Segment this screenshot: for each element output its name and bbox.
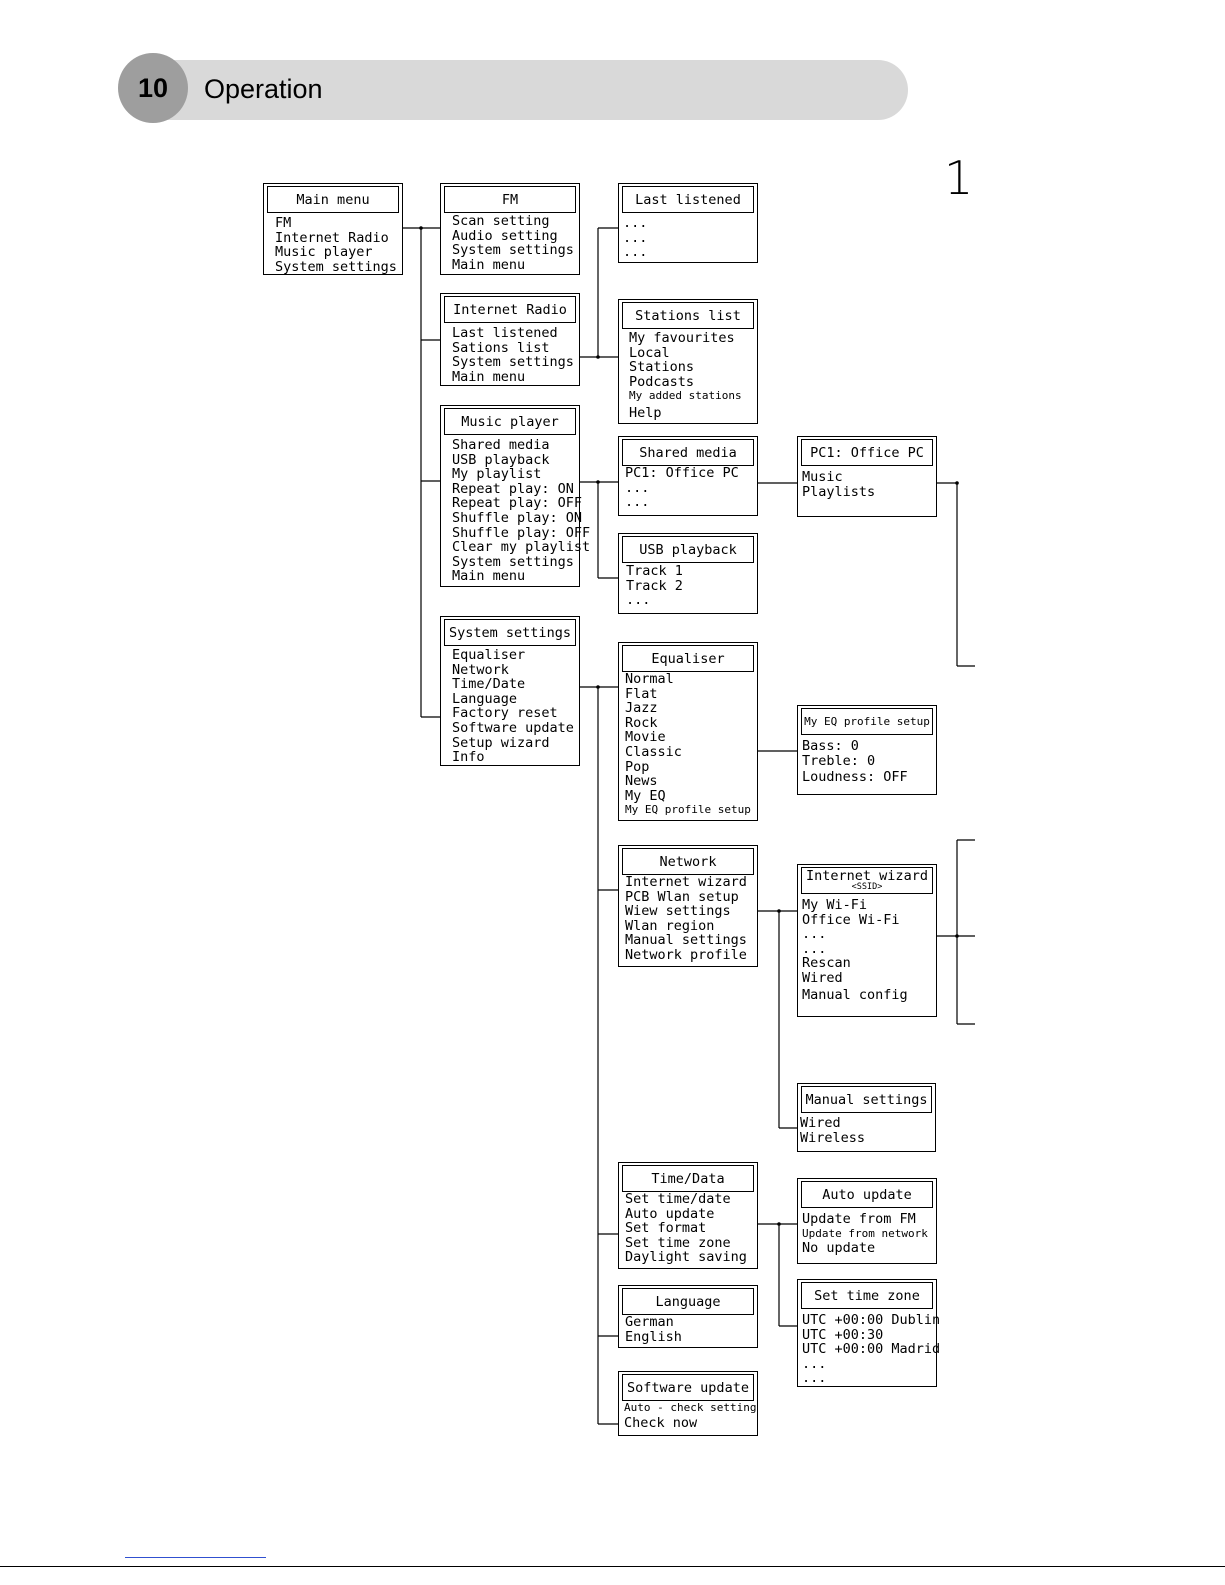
shared-media-menu-box: [618, 436, 758, 516]
fm-item-scan-setting[interactable]: Scan setting: [452, 213, 550, 229]
auto-update-menu-box: [797, 1178, 937, 1264]
usb-playback-item[interactable]: ...: [626, 592, 651, 609]
time-data-item-auto-update[interactable]: Auto update: [625, 1205, 715, 1222]
system-settings-item-equaliser[interactable]: Equaliser: [452, 647, 526, 663]
main-menu-box: [263, 183, 403, 275]
internet-radio-item-stations-list[interactable]: Sations list: [452, 339, 550, 356]
music-player-menu-title: Music player: [444, 408, 576, 435]
section-title: Operation: [204, 74, 323, 104]
fm-item-audio-setting[interactable]: Audio setting: [452, 227, 558, 244]
system-settings-item-software-update[interactable]: Software update: [452, 719, 574, 736]
internet-wizard-menu-title: [801, 867, 933, 894]
eq-profile-item-loudness[interactable]: Loudness: OFF: [802, 769, 908, 786]
fm-menu-title: FM: [444, 186, 576, 213]
manual-settings-item-wireless[interactable]: Wireless: [800, 1129, 866, 1146]
set-time-zone-menu-title: Set time zone: [801, 1282, 933, 1309]
eq-profile-item-treble[interactable]: Treble: 0: [802, 752, 876, 769]
last-listened-item[interactable]: ...: [623, 215, 648, 231]
time-zone-item-0030[interactable]: UTC +00:30: [802, 1326, 884, 1343]
internet-radio-menu-box: [440, 293, 580, 386]
system-settings-item-network[interactable]: Network: [452, 661, 509, 678]
music-player-item-shared-media[interactable]: Shared media: [452, 437, 550, 453]
side-mark: 1: [944, 151, 974, 205]
pc1-item-music[interactable]: Music: [802, 469, 843, 485]
equaliser-item-my-eq-profile-setup[interactable]: My EQ profile setup: [625, 803, 751, 817]
time-data-menu-title: Time/Data: [622, 1165, 754, 1192]
network-menu-box: [618, 845, 758, 967]
system-settings-item-factory-reset[interactable]: Factory reset: [452, 705, 558, 722]
internet-wizard-item[interactable]: ...: [802, 926, 827, 943]
footer-rule: [0, 1566, 1225, 1567]
equaliser-menu-box: [618, 642, 758, 821]
system-settings-menu-title: System settings: [444, 619, 576, 646]
time-zone-item[interactable]: ...: [802, 1370, 827, 1387]
stations-list-item-local[interactable]: Local: [629, 344, 670, 361]
page-number-badge: 10: [118, 53, 188, 123]
manual-settings-menu-box: [797, 1083, 936, 1152]
auto-update-menu-title: Auto update: [801, 1181, 933, 1208]
main-menu-item-music-player[interactable]: Music player: [275, 244, 373, 261]
main-menu-item-fm[interactable]: FM: [275, 215, 292, 231]
internet-wizard-item-office-wifi[interactable]: Office Wi-Fi: [802, 911, 900, 928]
eq-profile-item-bass[interactable]: Bass: 0: [802, 738, 859, 754]
time-data-menu-box: [618, 1162, 758, 1269]
shared-media-menu-title: Shared media: [622, 439, 754, 466]
equaliser-item-classic[interactable]: Classic: [625, 743, 682, 760]
system-settings-menu-box: [440, 616, 580, 766]
set-time-zone-menu-box: [797, 1279, 941, 1387]
system-settings-item-time-date[interactable]: Time/Date: [452, 676, 526, 693]
stations-list-item-help[interactable]: Help: [629, 404, 662, 421]
shared-media-item[interactable]: ...: [625, 479, 650, 496]
equaliser-item-pop[interactable]: Pop: [625, 758, 650, 775]
auto-update-item-from-network[interactable]: Update from network: [802, 1226, 928, 1240]
network-item-pcb-wlan-setup[interactable]: PCB Wlan setup: [625, 888, 739, 905]
usb-playback-item-track-1[interactable]: Track 1: [626, 563, 683, 579]
internet-radio-menu-title: Internet Radio: [444, 296, 576, 323]
time-zone-item-madrid[interactable]: UTC +00:00 Madrid: [802, 1341, 941, 1358]
last-listened-menu-box: [618, 183, 758, 263]
main-menu-title: Main menu: [267, 186, 399, 213]
music-player-item-clear-playlist[interactable]: Clear my playlist: [452, 539, 591, 556]
network-item-network-profile[interactable]: Network profile: [625, 946, 747, 963]
usb-playback-item-track-2[interactable]: Track 2: [626, 577, 683, 594]
time-data-item-set-time-date[interactable]: Set time/date: [625, 1191, 731, 1207]
music-player-item-shuffle-off[interactable]: Shuffle play: OFF: [452, 524, 591, 541]
network-item-manual-settings[interactable]: Manual settings: [625, 932, 747, 949]
language-item-german[interactable]: German: [625, 1314, 674, 1330]
language-menu-box: [618, 1285, 758, 1348]
software-update-item-auto-check[interactable]: Auto - check setting: [624, 1401, 757, 1414]
equaliser-item-news[interactable]: News: [625, 773, 658, 790]
time-data-item-set-time-zone[interactable]: Set time zone: [625, 1234, 731, 1251]
network-menu-title: Network: [622, 848, 754, 875]
time-zone-item[interactable]: ...: [802, 1355, 827, 1372]
stations-list-menu-box: [618, 299, 758, 424]
system-settings-item-language[interactable]: Language: [452, 690, 518, 707]
internet-wizard-item-rescan[interactable]: Rescan: [802, 955, 851, 972]
network-item-view-settings[interactable]: Wiew settings: [625, 903, 731, 920]
stations-list-item-stations[interactable]: Stations: [629, 359, 695, 376]
main-menu-item-internet-radio[interactable]: Internet Radio: [275, 229, 389, 246]
music-player-item-my-playlist[interactable]: My playlist: [452, 466, 542, 483]
internet-wizard-title-text: Internet wizard: [806, 868, 928, 884]
manual-settings-menu-title: Manual settings: [801, 1086, 932, 1113]
stations-list-item-my-added-stations[interactable]: My added stations: [629, 389, 742, 403]
fm-item-system-settings[interactable]: System settings: [452, 242, 574, 259]
music-player-item-usb-playback[interactable]: USB playback: [452, 451, 550, 468]
time-data-item-set-format[interactable]: Set format: [625, 1220, 707, 1237]
music-player-item-shuffle-on[interactable]: Shuffle play: ON: [452, 509, 583, 526]
auto-update-item-from-fm[interactable]: Update from FM: [802, 1211, 916, 1227]
internet-radio-item-last-listened[interactable]: Last listened: [452, 325, 558, 341]
time-data-item-daylight-saving[interactable]: Daylight saving: [625, 1249, 747, 1266]
fm-item-main-menu[interactable]: Main menu: [452, 256, 526, 273]
internet-radio-item-system-settings[interactable]: System settings: [452, 354, 574, 371]
my-eq-profile-setup-menu-box: [797, 705, 937, 795]
software-update-item-check-now[interactable]: Check now: [624, 1414, 698, 1431]
time-zone-item-dublin[interactable]: UTC +00:00 Dublin: [802, 1312, 941, 1328]
internet-wizard-item-wired[interactable]: Wired: [802, 969, 843, 986]
equaliser-item-normal[interactable]: Normal: [625, 671, 674, 687]
pc1-office-pc-menu-box: [797, 436, 937, 517]
equaliser-menu-title: Equaliser: [622, 645, 754, 672]
equaliser-item-my-eq[interactable]: My EQ: [625, 787, 666, 804]
internet-radio-item-main-menu[interactable]: Main menu: [452, 368, 526, 385]
software-update-menu-title: Software update: [622, 1374, 754, 1401]
pc1-office-pc-menu-title: PC1: Office PC: [801, 439, 933, 466]
usb-playback-menu-box: [618, 533, 758, 614]
equaliser-item-rock[interactable]: Rock: [625, 714, 658, 731]
music-player-menu-box: [440, 405, 591, 587]
music-player-item-system-settings[interactable]: System settings: [452, 553, 574, 570]
auto-update-item-no-update[interactable]: No update: [802, 1240, 876, 1257]
usb-playback-menu-title: USB playback: [622, 536, 754, 563]
music-player-item-main-menu[interactable]: Main menu: [452, 568, 526, 585]
last-listened-item[interactable]: ...: [623, 244, 648, 261]
equaliser-item-flat[interactable]: Flat: [625, 685, 658, 702]
system-settings-item-info[interactable]: Info: [452, 749, 485, 766]
last-listened-menu-title: Last listened: [622, 186, 754, 213]
footer-link-underline: [125, 1557, 266, 1558]
internet-wizard-item[interactable]: ...: [802, 940, 827, 957]
stations-list-item-podcasts[interactable]: Podcasts: [629, 373, 695, 390]
main-menu-item-system-settings[interactable]: System settings: [275, 258, 397, 275]
network-item-wlan-region[interactable]: Wlan region: [625, 917, 715, 934]
music-player-item-repeat-off[interactable]: Repeat play: OFF: [452, 495, 583, 512]
my-eq-profile-setup-menu-title: My EQ profile setup: [801, 708, 933, 735]
equaliser-item-jazz[interactable]: Jazz: [625, 700, 658, 717]
stations-list-item-my-favourites[interactable]: My favourites: [629, 330, 735, 346]
internet-wizard-menu-box: [797, 864, 937, 1017]
manual-settings-item-wired[interactable]: Wired: [800, 1115, 841, 1131]
equaliser-item-movie[interactable]: Movie: [625, 729, 666, 746]
music-player-item-repeat-on[interactable]: Repeat play: ON: [452, 480, 574, 497]
shared-media-item-pc1[interactable]: PC1: Office PC: [625, 465, 739, 481]
last-listened-item[interactable]: ...: [623, 229, 648, 246]
network-item-internet-wizard[interactable]: Internet wizard: [625, 874, 747, 890]
fm-menu-box: [440, 183, 580, 275]
language-menu-title: Language: [622, 1288, 754, 1315]
internet-wizard-item-manual-config[interactable]: Manual config: [802, 986, 908, 1003]
language-item-english[interactable]: English: [625, 1328, 682, 1345]
stations-list-menu-title: Stations list: [622, 302, 754, 329]
internet-wizard-subtitle: <SSID>: [851, 882, 883, 892]
software-update-menu-box: [618, 1371, 758, 1436]
pc1-item-playlists[interactable]: Playlists: [802, 483, 876, 500]
shared-media-item[interactable]: ...: [625, 494, 650, 511]
system-settings-item-setup-wizard[interactable]: Setup wizard: [452, 734, 550, 751]
internet-wizard-item-my-wifi[interactable]: My Wi-Fi: [802, 897, 868, 913]
